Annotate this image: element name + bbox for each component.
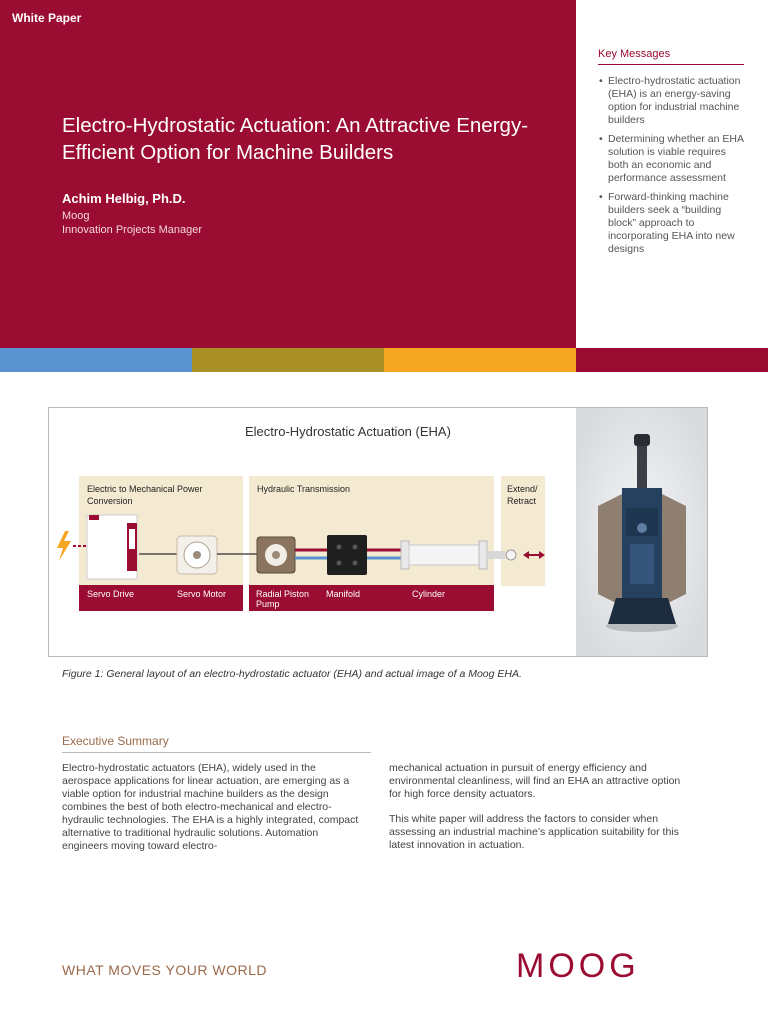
organization: Moog — [62, 210, 90, 222]
servo-motor-illustration — [177, 536, 217, 574]
footer-tagline: WHAT MOVES YOUR WORLD — [62, 962, 267, 978]
summary-column-left — [62, 762, 362, 865]
figure-title: Electro-Hydrostatic Actuation (EHA) — [245, 424, 451, 439]
double-arrow-icon — [523, 551, 545, 559]
eha-product-photo — [576, 408, 707, 656]
servo-drive-illustration — [87, 515, 137, 579]
zone-label-power: Electric to Mechanical Power Conversion — [87, 484, 203, 506]
eha-schematic — [49, 503, 579, 593]
radial-piston-pump-illustration — [257, 537, 295, 573]
eha-product-illustration — [576, 408, 707, 656]
band-segment-olive — [192, 348, 384, 372]
label-radial-piston-pump: Radial Piston Pump — [256, 589, 310, 609]
eha-figure — [48, 407, 708, 657]
summary-paragraph: Electro-hydrostatic actuators (EHA), widely used in the aerospace applications for linear actuation, are emerging as a viable option for industrial machine builders as the design combines the best of both electro-mechanical and electro-hydraulic technologies. The EHA is a highly integrated, compact alternative to traditional hydraulic solutions. Automation engineers moving toward electro- — [62, 762, 359, 852]
figure-caption: Figure 1: General layout of an electro-hydrostatic actuator (EHA) and actual image of a Moog EHA. — [62, 668, 522, 680]
key-messages-list — [598, 75, 744, 256]
logo-text: MOOG — [516, 947, 640, 984]
label-servo-motor: Servo Motor — [177, 589, 227, 599]
list-item: • Electro-hydrostatic actuation (EHA) is an energy-saving option for industrial machine builders — [598, 75, 744, 127]
component-labels-power — [79, 585, 243, 611]
label-servo-drive: Servo Drive — [87, 589, 135, 599]
label-manifold: Manifold — [326, 589, 361, 599]
lightning-icon — [57, 531, 71, 561]
summary-column-right — [389, 762, 689, 864]
moog-logo — [516, 946, 698, 984]
summary-paragraph: This white paper will address the factors to consider when assessing an industrial machine’s application suitability for this latest innovation in actuation. — [389, 813, 679, 851]
label-cylinder: Cylinder — [412, 589, 446, 599]
executive-summary-heading: Executive Summary — [62, 734, 371, 753]
key-messages-heading: Key Messages — [598, 48, 744, 65]
list-item: • Determining whether an EHA solution is viable requires both an economic and performance assessment — [598, 133, 744, 185]
document-title: Electro-Hydrostatic Actuation: An Attractive Energy-Efficient Option for Machine Builders — [62, 114, 529, 164]
color-band — [0, 348, 768, 372]
band-segment-blue — [0, 348, 192, 372]
manifold-illustration — [327, 535, 367, 575]
cylinder-illustration — [401, 541, 516, 569]
author-affiliation — [62, 209, 202, 237]
zone-label-output: Extend/ Retract — [507, 484, 538, 506]
author-role: Innovation Projects Manager — [62, 224, 203, 236]
key-messages — [598, 48, 744, 262]
hero-banner — [0, 0, 576, 348]
document-type: White Paper — [12, 11, 82, 25]
author-name: Achim Helbig, Ph.D. — [62, 191, 186, 206]
band-segment-orange — [384, 348, 576, 372]
band-segment-red — [576, 348, 768, 372]
component-labels-hydraulic — [249, 585, 494, 611]
list-item: • Forward-thinking machine builders seek a “building block” approach to incorporating EHA into new designs — [598, 191, 744, 256]
zone-label-hydraulic: Hydraulic Transmission — [257, 484, 351, 494]
summary-paragraph: mechanical actuation in pursuit of energy efficiency and environmental cleanliness, will find an EHA an attractive option for high force density actuators. — [389, 762, 681, 800]
